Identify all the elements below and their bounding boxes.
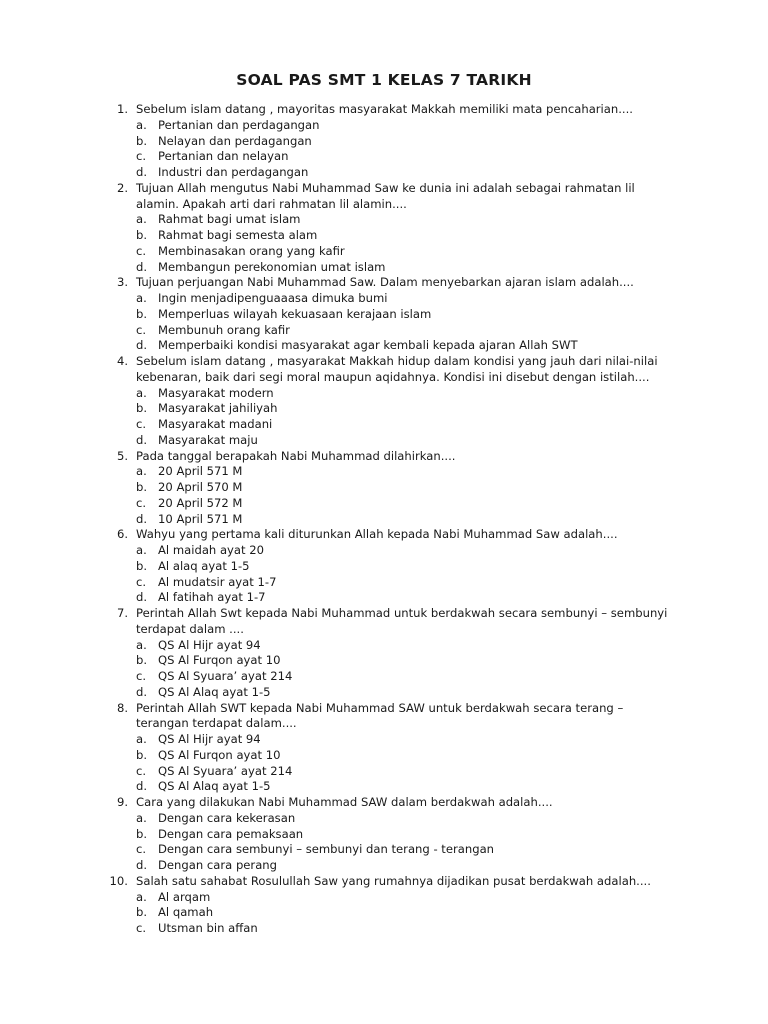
question-item [0, 606, 768, 701]
answer-option [0, 842, 768, 858]
option-text: Al alaq ayat 1-5 [158, 558, 250, 573]
answer-option [0, 118, 768, 134]
option-text: Membunuh orang kafir [158, 322, 290, 337]
option-text: QS Al Furqon ayat 10 [158, 653, 281, 668]
question-text: Sebelum islam datang , masyarakat Makkah hidup dalam kondisi yang jauh dari nilai-nilai kebenaran, baik dari segi moral maupun aqidahnya. Kondisi ini disebut dengan istilah.... [136, 354, 658, 384]
option-letter: b. [136, 653, 148, 668]
option-letter: a. [136, 732, 147, 746]
question-item [0, 181, 768, 276]
question-item [0, 795, 768, 874]
answer-option [0, 307, 768, 323]
answer-option [0, 228, 768, 244]
question-text: Salah satu sahabat Rosulullah Saw yang rumahnya dijadikan pusat berdakwah adalah.... [136, 873, 651, 888]
question-item [0, 449, 768, 528]
answer-option [0, 779, 768, 795]
question-number: 1. [116, 102, 128, 116]
question-number: 2. [116, 180, 128, 195]
answer-option [0, 134, 768, 150]
question-item [0, 354, 768, 449]
option-text: QS Al Syuara’ ayat 214 [158, 669, 293, 683]
option-letter: c. [136, 149, 147, 164]
option-text: Pertanian dan nelayan [158, 149, 289, 164]
question-item [0, 275, 768, 354]
answer-options [0, 118, 768, 181]
question-item [0, 874, 768, 937]
option-text: Dengan cara sembunyi – sembunyi dan terang - terangan [158, 842, 495, 857]
answer-option [0, 638, 768, 654]
answer-option [0, 811, 768, 827]
option-letter: b. [136, 905, 148, 920]
option-text: Pertanian dan perdagangan [158, 117, 320, 132]
answer-option [0, 496, 768, 512]
option-text: Utsman bin affan [158, 921, 258, 935]
answer-option [0, 165, 768, 181]
option-text: Rahmat bagi umat islam [158, 212, 301, 227]
option-letter: d. [136, 858, 148, 872]
option-text: 20 April 571 M [158, 464, 243, 479]
option-text: Membinasakan orang yang kafir [158, 243, 345, 258]
option-text: QS Al Alaq ayat 1-5 [158, 684, 271, 699]
answer-option [0, 732, 768, 748]
answer-options [0, 291, 768, 354]
question-list [0, 102, 768, 937]
question-number: 7. [116, 606, 128, 620]
option-letter: d. [136, 165, 148, 179]
answer-option [0, 921, 768, 937]
document-title: SOAL PAS SMT 1 KELAS 7 TARIKH [236, 71, 532, 89]
question-number: 6. [116, 527, 128, 542]
option-letter: d. [136, 684, 148, 699]
question-text: Perintah Allah Swt kepada Nabi Muhammad untuk berdakwah secara sembunyi – sembunyi terdapat dalam .... [136, 606, 668, 636]
option-letter: a. [136, 889, 147, 904]
answer-option [0, 433, 768, 449]
question-text: Perintah Allah SWT kepada Nabi Muhammad SAW untuk berdakwah secara terang – terangan terdapat dalam.... [136, 700, 624, 731]
option-letter: a. [136, 291, 147, 305]
option-letter: d. [136, 259, 148, 274]
option-text: QS Al Furqon ayat 10 [158, 747, 281, 762]
option-text: Memperbaiki kondisi masyarakat agar kembali kepada ajaran Allah SWT [158, 338, 578, 353]
answer-option [0, 653, 768, 669]
option-letter: b. [136, 401, 148, 416]
question-number: 8. [116, 700, 128, 715]
answer-option [0, 386, 768, 402]
option-text: Al qamah [158, 905, 214, 920]
option-letter: c. [136, 763, 147, 778]
option-text: Al fatihah ayat 1-7 [158, 590, 266, 605]
option-text: Masyarakat modern [158, 385, 274, 400]
option-text: Masyarakat madani [158, 417, 273, 431]
option-letter: b. [136, 133, 148, 148]
answer-option [0, 480, 768, 496]
option-letter: a. [136, 385, 147, 400]
answer-options [0, 638, 768, 701]
answer-option [0, 575, 768, 591]
answer-option [0, 685, 768, 701]
answer-option [0, 417, 768, 433]
option-letter: a. [136, 637, 147, 652]
answer-option [0, 512, 768, 528]
option-letter: b. [136, 228, 148, 242]
option-text: 20 April 570 M [158, 480, 243, 494]
option-text: QS Al Hijr ayat 94 [158, 637, 261, 652]
option-letter: c. [136, 243, 147, 258]
option-text: 10 April 571 M [158, 511, 243, 526]
option-text: Masyarakat jahiliyah [158, 401, 278, 416]
answer-option [0, 827, 768, 843]
option-text: Nelayan dan perdagangan [158, 133, 312, 148]
option-text: QS Al Hijr ayat 94 [158, 732, 261, 746]
answer-option [0, 669, 768, 685]
option-letter: d. [136, 511, 148, 526]
option-letter: c. [136, 842, 147, 857]
option-text: Membangun perekonomian umat islam [158, 259, 386, 274]
question-text: Cara yang dilakukan Nabi Muhammad SAW dalam berdakwah adalah.... [136, 795, 553, 809]
question-text: Sebelum islam datang , mayoritas masyarakat Makkah memiliki mata pencaharian.... [136, 102, 633, 116]
option-text: Al arqam [158, 889, 211, 904]
option-letter: b. [136, 306, 148, 321]
option-text: Dengan cara perang [158, 858, 278, 872]
question-number: 4. [116, 354, 128, 368]
answer-option [0, 543, 768, 559]
option-text: Dengan cara kekerasan [158, 810, 296, 825]
answer-option [0, 338, 768, 354]
option-letter: d. [136, 590, 148, 605]
option-text: Rahmat bagi semesta alam [158, 228, 318, 242]
question-number: 3. [116, 275, 128, 290]
question-text: Pada tanggal berapakah Nabi Muhammad dilahirkan.... [136, 448, 456, 463]
option-letter: b. [136, 558, 148, 573]
answer-option [0, 244, 768, 260]
question-item [0, 527, 768, 606]
answer-option [0, 291, 768, 307]
option-letter: d. [136, 432, 148, 447]
option-text: QS Al Syuara’ ayat 214 [158, 763, 293, 778]
option-letter: d. [136, 338, 148, 353]
answer-options [0, 732, 768, 795]
option-letter: a. [136, 810, 147, 825]
option-letter: c. [136, 574, 147, 589]
question-text: Tujuan perjuangan Nabi Muhammad Saw. Dalam menyebarkan ajaran islam adalah.... [136, 275, 634, 290]
answer-option [0, 149, 768, 165]
answer-option [0, 323, 768, 339]
answer-options [0, 890, 768, 937]
option-letter: c. [136, 417, 147, 431]
question-item [0, 102, 768, 181]
answer-options [0, 464, 768, 527]
option-letter: d. [136, 779, 148, 794]
option-letter: b. [136, 747, 148, 762]
option-text: Industri dan perdagangan [158, 165, 309, 179]
answer-option [0, 559, 768, 575]
answer-options [0, 811, 768, 874]
option-text: Ingin menjadipenguaaasa dimuka bumi [158, 291, 388, 305]
option-letter: c. [136, 322, 147, 337]
answer-option [0, 858, 768, 874]
option-text: Memperluas wilayah kekuasaan kerajaan islam [158, 306, 432, 321]
option-letter: a. [136, 212, 147, 227]
option-text: Al mudatsir ayat 1-7 [158, 574, 277, 589]
question-number: 10. [109, 873, 128, 888]
question-number: 9. [116, 795, 128, 809]
answer-option [0, 401, 768, 417]
question-text: Wahyu yang pertama kali diturunkan Allah kepada Nabi Muhammad Saw adalah.... [136, 527, 618, 542]
question-number: 5. [116, 448, 128, 463]
option-letter: a. [136, 464, 147, 479]
option-text: Masyarakat maju [158, 432, 258, 447]
answer-option [0, 905, 768, 921]
option-text: 20 April 572 M [158, 495, 243, 510]
option-letter: b. [136, 480, 148, 494]
answer-option [0, 260, 768, 276]
answer-option [0, 590, 768, 606]
answer-option [0, 212, 768, 228]
answer-options [0, 386, 768, 449]
answer-option [0, 890, 768, 906]
answer-options [0, 212, 768, 275]
option-letter: b. [136, 826, 148, 841]
option-text: QS Al Alaq ayat 1-5 [158, 779, 271, 794]
question-item [0, 701, 768, 796]
option-letter: c. [136, 495, 147, 510]
answer-options [0, 543, 768, 606]
option-letter: c. [136, 669, 147, 683]
option-text: Dengan cara pemaksaan [158, 826, 304, 841]
question-text: Tujuan Allah mengutus Nabi Muhammad Saw ke dunia ini adalah sebagai rahmatan lil alamin. Apakah arti dari rahmatan lil alamin.... [136, 180, 635, 211]
answer-option [0, 764, 768, 780]
answer-option [0, 748, 768, 764]
option-letter: a. [136, 543, 147, 557]
option-text: Al maidah ayat 20 [158, 543, 265, 557]
option-letter: a. [136, 117, 147, 132]
option-letter: c. [136, 921, 147, 935]
answer-option [0, 464, 768, 480]
